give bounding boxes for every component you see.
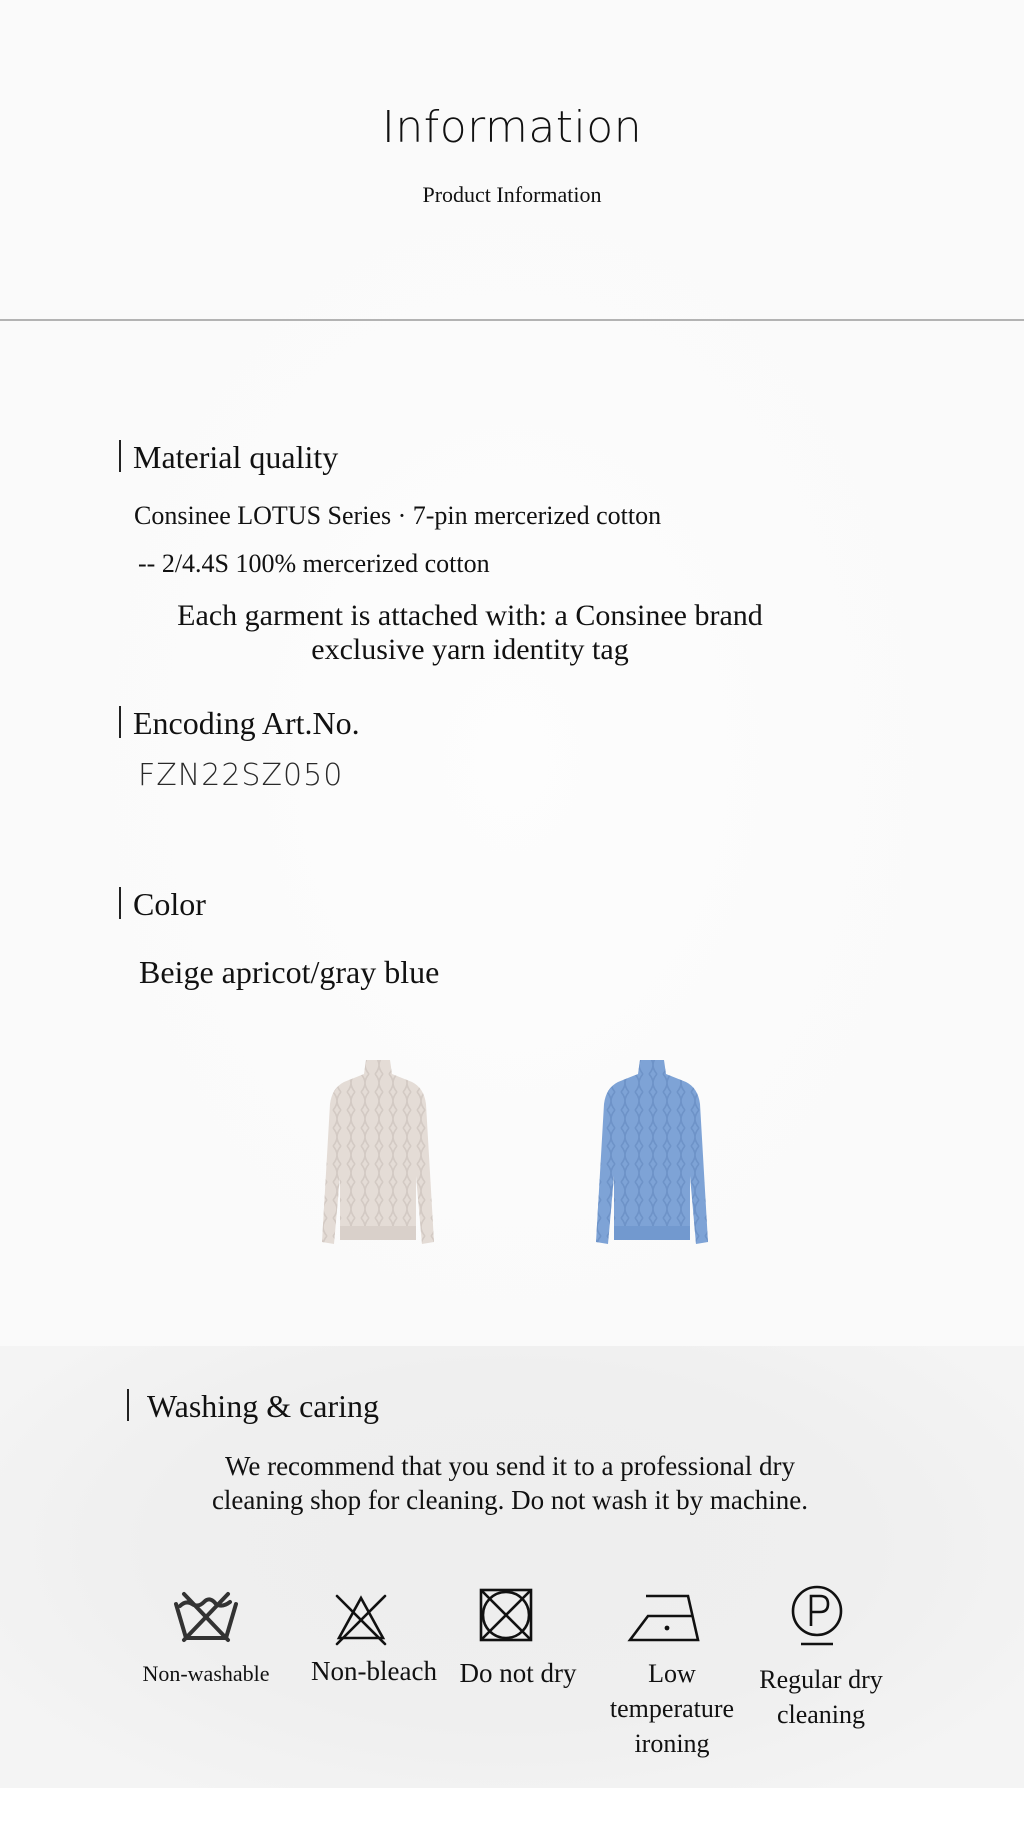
color-value: Beige apricot/gray blue — [139, 954, 440, 990]
care-label-line: Regular dry — [759, 1665, 883, 1694]
encoding-heading-text: Encoding Art.No. — [133, 705, 360, 741]
care-recommendation-line-2: cleaning shop for cleaning. Do not wash it by machine. — [211, 1485, 809, 1515]
washing-heading-text: Washing & caring — [147, 1388, 380, 1424]
header-divider — [0, 319, 1024, 321]
care-label-line: ironing — [634, 1729, 710, 1758]
material-line-2: -- 2/4.4S 100% mercerized cotton — [138, 549, 490, 578]
page-subtitle: Product Information — [422, 182, 602, 207]
material-quality-heading — [119, 437, 338, 477]
do-not-tumble-dry-icon — [478, 1587, 534, 1643]
care-recommendation-line-1: We recommend that you send it to a professional dry — [225, 1451, 795, 1481]
color-heading — [119, 884, 206, 924]
material-line-1: Consinee LOTUS Series · 7-pin mercerized cotton — [134, 501, 662, 530]
washing-heading — [127, 1386, 379, 1426]
iron-low-temp-icon — [626, 1592, 702, 1646]
sweater-gray-blue-image — [590, 1056, 714, 1250]
page-title: Information — [381, 102, 643, 153]
care-label-line: cleaning — [776, 1700, 866, 1729]
care-recommendation — [100, 1449, 920, 1517]
yarn-tag-note-line-2: exclusive yarn identity tag — [311, 633, 629, 666]
yarn-tag-note — [120, 599, 820, 667]
care-label-line: Low — [648, 1659, 696, 1688]
yarn-tag-note-line-1: Each garment is attached with: a Consinee brand — [177, 599, 763, 632]
care-label-non-washable: Non-washable — [142, 1661, 270, 1686]
care-label-non-bleach: Non-bleach — [311, 1656, 437, 1686]
heading-bar — [119, 887, 121, 919]
care-label-line: temperature — [609, 1694, 735, 1723]
color-heading-text: Color — [133, 886, 206, 922]
care-label-do-not-dry: Do not dry — [459, 1658, 577, 1688]
heading-bar — [119, 440, 121, 472]
do-not-wash-icon — [172, 1590, 240, 1644]
heading-bar — [119, 706, 121, 738]
dry-clean-p-icon — [789, 1584, 845, 1648]
care-label-dry-cleaning — [740, 1662, 902, 1732]
sweater-beige-apricot-image — [316, 1056, 440, 1250]
care-label-low-temp-ironing — [588, 1656, 756, 1761]
heading-bar — [127, 1389, 129, 1421]
do-not-bleach-icon — [332, 1592, 390, 1648]
encoding-heading — [119, 703, 360, 743]
article-number: FZN22SZ050 — [138, 758, 344, 793]
material-quality-heading-text: Material quality — [133, 439, 339, 475]
